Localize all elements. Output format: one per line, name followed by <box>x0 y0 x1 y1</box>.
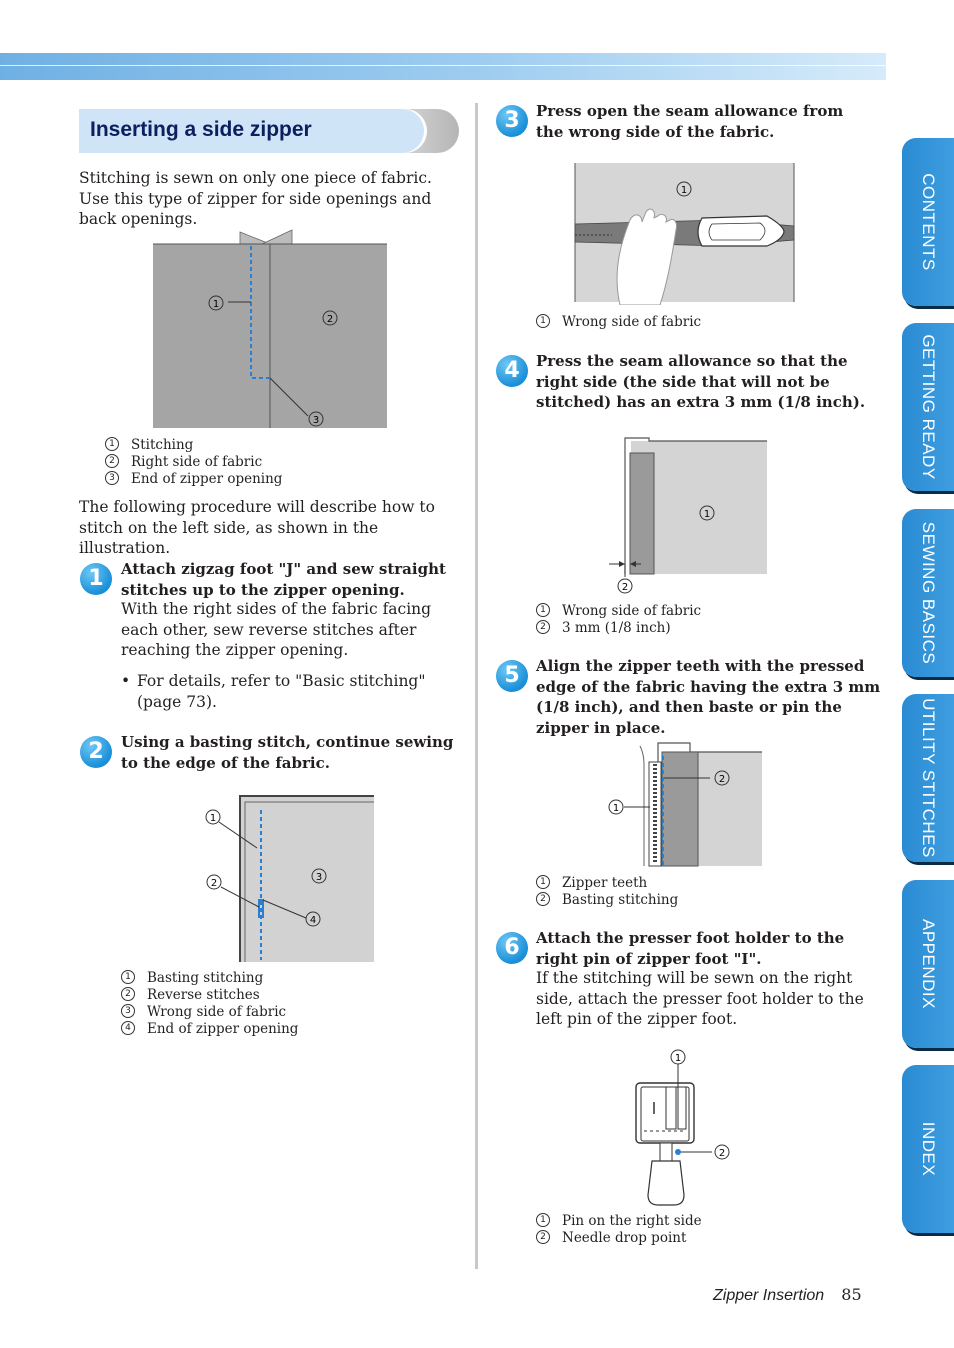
figure-step6-zipper-foot <box>630 1045 740 1210</box>
tab-sewing-basics[interactable]: SEWING BASICS <box>902 509 954 677</box>
svg-text:2: 2 <box>718 774 726 785</box>
step-4-title: Press the seam allowance so that the right side (the side that will not be stitched) has an extra 3 mm (1/8 inch). <box>536 352 866 411</box>
svg-text:1: 1 <box>680 185 688 196</box>
svg-text:1: 1 <box>209 813 217 824</box>
step-1-bullet: • For details, refer to "Basic stitching" (page 73). <box>121 672 426 711</box>
column-divider <box>475 103 478 1269</box>
svg-text:3: 3 <box>315 872 323 883</box>
svg-text:4: 4 <box>309 915 317 926</box>
step-1-title: Attach zigzag foot "J" and sew straight stitches up to the zipper opening. <box>121 560 446 599</box>
step-5-badge: 5 <box>496 660 528 692</box>
svg-text:2: 2 <box>326 314 334 325</box>
page-footer <box>713 1285 862 1305</box>
figure-step4-seam-allowance <box>605 435 770 597</box>
tab-contents[interactable]: CONTENTS <box>902 138 954 306</box>
tab-index[interactable]: INDEX <box>902 1065 954 1233</box>
step-3-title: Press open the seam allowance from the wrong side of the fabric. <box>536 102 844 141</box>
step-2-title: Using a basting stitch, continue sewing to the edge of the fabric. <box>121 733 454 772</box>
svg-text:2: 2 <box>210 878 218 889</box>
figure2-captions: 1 Basting stitching 2 Reverse stitches 3 Wrong side of fabric 4 End of zipper opening <box>121 970 298 1038</box>
figure-step3-pressing <box>572 160 798 305</box>
step-1-body: With the right sides of the fabric facing each other, sew reverse stitches after reaching the zipper opening. <box>121 600 432 659</box>
section-title: Inserting a side zipper <box>90 118 312 141</box>
figure6-captions: 1 Pin on the right side 2 Needle drop point <box>536 1213 702 1247</box>
svg-text:3: 3 <box>312 415 320 426</box>
page-number: 85 <box>841 1285 862 1304</box>
step-6-title: Attach the presser foot holder to the right pin of zipper foot "I". <box>536 929 845 968</box>
step-6-badge: 6 <box>496 932 528 964</box>
svg-text:2: 2 <box>718 1148 726 1159</box>
svg-text:2: 2 <box>621 582 629 593</box>
figure-side-zipper-overview <box>150 228 390 433</box>
step-2-badge: 2 <box>80 736 112 768</box>
footer-section: Zipper Insertion <box>713 1287 825 1304</box>
section-heading <box>79 109 459 153</box>
header-banner <box>0 53 886 80</box>
svg-text:1: 1 <box>674 1053 682 1064</box>
figure-step5-zipper-baste <box>600 740 765 868</box>
tab-appendix[interactable]: APPENDIX <box>902 880 954 1048</box>
step-1-badge: 1 <box>80 563 112 595</box>
svg-text:1: 1 <box>212 299 220 310</box>
svg-text:1: 1 <box>703 509 711 520</box>
figure-step2-basting <box>200 792 380 967</box>
tab-utility-stitches[interactable]: UTILITY STITCHES <box>902 694 954 862</box>
figure5-captions: 1 Zipper teeth 2 Basting stitching <box>536 875 678 909</box>
svg-text:1: 1 <box>612 803 620 814</box>
step-6-body: If the stitching will be sewn on the right side, attach the presser foot holder to the left pin of the zipper foot. <box>536 969 864 1028</box>
figure1-captions: 1 Stitching 2 Right side of fabric 3 End of zipper opening <box>105 437 282 488</box>
procedure-text: The following procedure will describe how to stitch on the left side, as shown in the illustration. <box>79 498 435 557</box>
step-3-badge: 3 <box>496 105 528 137</box>
step-5-title: Align the zipper teeth with the pressed edge of the fabric having the extra 3 mm (1/8 inch), and then baste or pin the zipper in place. <box>536 657 881 737</box>
figure3-captions: 1 Wrong side of fabric <box>536 314 701 331</box>
figure4-captions: 1 Wrong side of fabric 2 3 mm (1/8 inch) <box>536 603 701 637</box>
intro-text: Stitching is sewn on only one piece of fabric. Use this type of zipper for side openings and back openings. <box>79 169 432 228</box>
step-4-badge: 4 <box>496 355 528 387</box>
tab-getting-ready[interactable]: GETTING READY <box>902 323 954 491</box>
